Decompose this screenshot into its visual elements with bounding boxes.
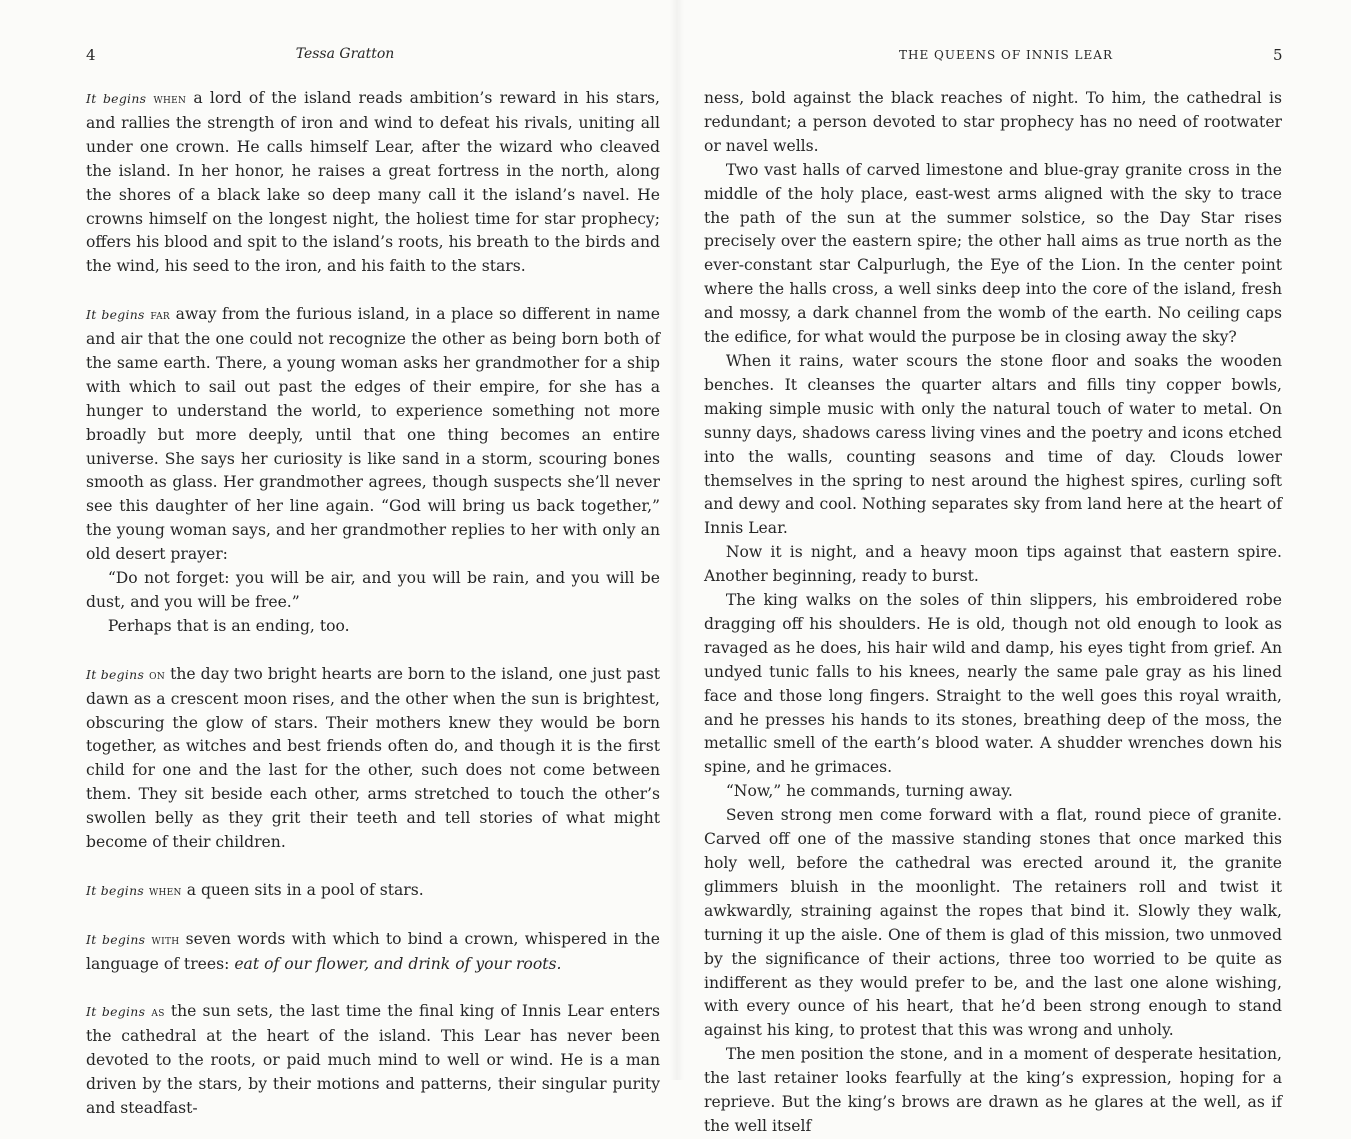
section-lead: It begins [86, 882, 145, 898]
body-paragraph: ness, bold against the black reaches of night. To him, the cathedral is redundant; a person devoted to star prophecy has no need of rootwater or navel wells. [704, 89, 1282, 155]
body-paragraph: When it rains, water scours the stone floor and soaks the wooden benches. It cleanses the quarter altars and fills tiny copper bowls, making simple music with only the natural touch of water to metal. On sunny days, shadows caress living vines and the poetry and icons etched into the walls, counting seasons and time of day. Clouds lower themselves in the spring to nest around the highest spires, curling soft and dewy and cool. Nothing separates sky from land here at the heart of Innis Lear. [704, 351, 1282, 538]
body-paragraph: The king walks on the soles of thin slippers, his embroidered robe dragging off his shoulders. He is old, though not old enough to look as ravaged as he does, his hair wild and damp, his eyes tight from grief. An undyed tunic falls to his knees, nearly the same pale gray as his lined face and those long fingers. Straight to the well goes this royal wraith, and he presses his hands to its stones, breathing deep of the moss, the metallic smell of the earth’s blood water. A shudder wrenches down his spine, and he grimaces. [704, 591, 1282, 777]
section-text: a queen sits in a pool of stars. [181, 880, 424, 899]
left-page [0, 0, 676, 1117]
section-paragraph [86, 1000, 660, 1121]
page-number: 4 [86, 46, 97, 64]
running-head-title: THE QUEENS OF INNIS LEAR [899, 48, 1113, 62]
right-body-text [704, 87, 1282, 1139]
section-lead-caps: when [148, 883, 182, 899]
section-lead: It begins [86, 307, 145, 323]
page-number: 5 [1272, 46, 1283, 64]
section-text: seven words with which to bind a crown, whispered in the language of trees: [86, 929, 660, 973]
section-paragraph [86, 928, 660, 977]
section-lead-caps: as [151, 1005, 165, 1021]
section-lead-caps: with [151, 932, 180, 948]
body-paragraph: Seven strong men come forward with a flat, round piece of granite. Carved off one of the massive standing stones that once marked this holy well, before the cathedral was erected around it, the granite glimmers bluish in the moonlight. The retainers roll and twist it awkwardly, straining against the ropes that bind it. Slowly they walk, turning it up the aisle. One of them is glad of this mission, two unmoved by the significance of their actions, three too worried to be quite as indifferent as they would prefer to be, and the last one alone wishing, with every ounce of his heart, that he’d been strong enough to stand against his king, to protest that this was wrong and unholy. [704, 806, 1282, 1040]
section-text: the sun sets, the last time the final king of Innis Lear enters the cathedral at the heart of the island. This Lear has never been devoted to the roots, or paid much mind to well or wind. He is a man driven by the stars, by their motions and patterns, their singular purity and steadfast- [86, 1002, 660, 1117]
section-italic-phrase: eat of our flower, and drink of your roots. [234, 954, 562, 973]
section-lead: It begins [86, 666, 145, 682]
section-text: the day two bright hearts are born to the island, one just past dawn as a crescent moon rises, and the other when the sun is brightest, obscuring the glow of stars. Their mothers knew they would be born together, as witches and best friends often do, and though it is the first child for one and the last for the other, such does not come between them. They sit beside each other, arms stretched to touch the other’s swollen belly as they grit their teeth and tell stories of what might become of their children. [86, 664, 660, 852]
section-lead: It begins [86, 91, 147, 106]
body-paragraph: Now it is night, and a heavy moon tips against that eastern spire. Another beginning, ready to burst. [704, 543, 1282, 586]
section-paragraph [86, 663, 660, 855]
body-paragraph: “Now,” he commands, turning away. [725, 782, 1013, 801]
section-text-after: Perhaps that is an ending, too. [107, 616, 350, 635]
section-paragraph [86, 87, 660, 279]
section-text: away from the furious island, in a place so different in name and air that the one could not recognize the other as being born both of the same earth. There, a young woman asks her grandmother for a ship with which to sail out past the edges of their empire, for she has a hunger to understand the world, to experience something not more broadly but more deeply, until that one thing becomes an entire universe. She says her curiosity is like sand in a storm, scouring bones smooth as glass. Her grandmother agrees, though suspects she’ll never see this daughter of her line again. “God will bring us back together,” the young woman says, and her grandmother replies to her with only an old desert prayer: [86, 305, 660, 564]
section-lead-caps: when [153, 92, 187, 107]
left-body-text [86, 87, 660, 1121]
body-paragraph: The men position the stone, and in a moment of desperate hesitation, the last retainer looks fearfully at the king’s expression, hoping for a reprieve. But the king’s brows are drawn as he glares at the well, as if the well itself [704, 1045, 1282, 1135]
section-lead-caps: on [149, 667, 166, 683]
prayer-quote: “Do not forget: you will be air, and you will be rain, and you will be dust, and you will be free.” [86, 569, 660, 612]
running-head-author: Tessa Gratton [295, 46, 395, 62]
section-paragraph [86, 879, 660, 904]
section-lead-caps: far [150, 308, 170, 324]
section-text: a lord of the island reads ambition’s reward in his stars, and rallies the strength of iron and wind to defeat his rivals, uniting all under one crown. He calls himself Lear, after the wizard who cleaved the island. In her honor, he raises a great fortress in the north, along the shores of a black lake so deep many call it the island’s navel. He crowns himself on the longest night, the holiest time for star prophecy; offers his blood and spit to the island’s roots, his breath to the birds and the wind, his seed to the iron, and his faith to the stars. [86, 89, 660, 276]
body-paragraph: Two vast halls of carved limestone and blue-gray granite cross in the middle of the holy place, east-west arms aligned with the sky to trace the path of the sun at the summer solstice, so the Day Star rises precisely over the eastern spire; the other hall aims as true north as the ever-constant star Calpurlugh, the Eye of the Lion. In the center point where the halls cross, a well sinks deep into the core of the island, fresh and mossy, a dark channel from the womb of the earth. No ceiling caps the edifice, for what would the purpose be in closing away the sky? [704, 160, 1282, 347]
section-lead: It begins [86, 1004, 146, 1020]
section-paragraph [86, 303, 660, 567]
right-page [676, 0, 1351, 1135]
section-lead: It begins [86, 931, 146, 947]
